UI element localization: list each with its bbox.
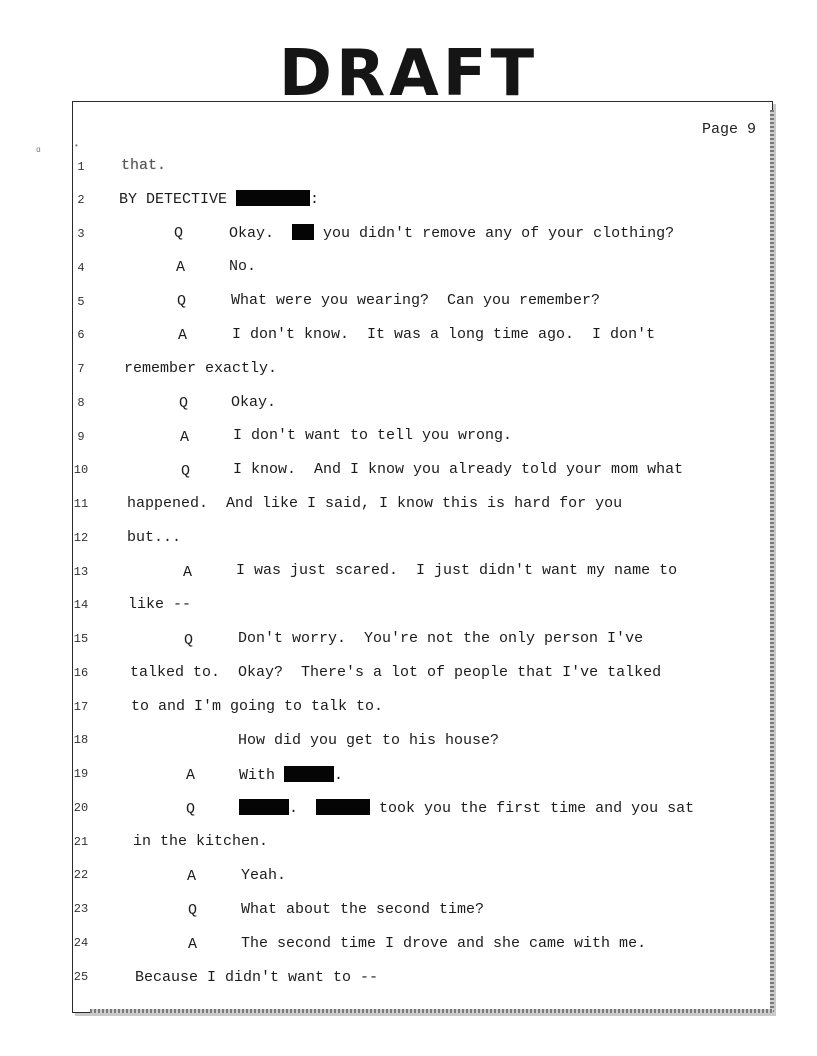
transcript-line: No.: [229, 258, 257, 275]
line-number: 21: [73, 835, 89, 849]
line-text: Okay.: [229, 225, 275, 242]
line-number: 18: [73, 733, 89, 747]
transcript-line: Don't worry. You're not the only person I've: [238, 630, 644, 647]
transcript-line: I was just scared. I just didn't want my name to: [236, 562, 678, 579]
line-number: 11: [73, 497, 89, 511]
line-number: 15: [73, 632, 89, 646]
transcript-line: How did you get to his house?: [238, 732, 500, 749]
examiner-label: BY DETECTIVE: [119, 191, 228, 208]
speaker-q: Q: [174, 225, 184, 242]
redaction-bar: [292, 224, 314, 240]
speaker-q: Q: [184, 632, 194, 649]
speaker-q: Q: [188, 902, 198, 919]
redaction-bar: [236, 190, 310, 206]
line-number: 10: [73, 463, 89, 477]
transcript-line: [229, 224, 674, 242]
speaker-q: Q: [179, 395, 189, 412]
line-number: 24: [73, 936, 89, 950]
transcript-line: in the kitchen.: [133, 833, 269, 850]
transcript-line: Because I didn't want to --: [135, 969, 379, 986]
line-number: 16: [73, 666, 89, 680]
line-number: 4: [77, 261, 85, 275]
transcript-line: I know. And I know you already told your mom what: [233, 461, 684, 478]
line-number: 5: [77, 295, 85, 309]
transcript-line: like --: [128, 596, 192, 613]
redaction-bar: [284, 766, 334, 782]
transcript-line: [119, 190, 319, 208]
line-text: .: [289, 800, 299, 817]
transcript-line: [239, 766, 343, 784]
speaker-a: A: [178, 327, 188, 344]
line-number: 8: [77, 396, 85, 410]
speaker-a: A: [180, 429, 190, 446]
frame-edge-right: [770, 110, 774, 1012]
speaker-q: Q: [181, 463, 191, 480]
line-number: 20: [73, 801, 89, 815]
speaker-a: A: [187, 868, 197, 885]
line-number: 14: [73, 598, 89, 612]
line-number: 9: [77, 430, 85, 444]
line-text: took you the first time and you sat: [379, 800, 695, 817]
line-text: .: [334, 767, 344, 784]
line-number: 23: [73, 902, 89, 916]
line-number: 2: [77, 193, 85, 207]
transcript-line: happened. And like I said, I know this is hard for you: [127, 495, 623, 512]
line-number: 19: [73, 767, 89, 781]
transcript-line: that.: [121, 157, 167, 174]
line-colon: :: [310, 191, 320, 208]
speaker-q: Q: [177, 293, 187, 310]
speaker-a: A: [186, 767, 196, 784]
line-number: 6: [77, 328, 85, 342]
speaker-a: A: [188, 936, 198, 953]
line-number: 1: [77, 160, 85, 174]
transcript-line: The second time I drove and she came with me.: [241, 935, 647, 952]
transcript-line: I don't want to tell you wrong.: [233, 427, 513, 444]
transcript-line: Okay.: [231, 394, 277, 411]
transcript-line: [239, 799, 694, 817]
redaction-bar: [316, 799, 370, 815]
line-number: 7: [77, 362, 85, 376]
speaker-a: A: [183, 564, 193, 581]
frame-edge-bottom: [90, 1009, 773, 1013]
redaction-bar: [239, 799, 289, 815]
line-number: 25: [73, 970, 89, 984]
transcript-line: talked to. Okay? There's a lot of people that I've talked: [130, 664, 662, 681]
line-text: With: [239, 767, 276, 784]
draft-stamp: DRAFT: [278, 37, 539, 111]
line-number: 12: [73, 531, 89, 545]
transcript-line: Yeah.: [241, 867, 287, 884]
line-text: you didn't remove any of your clothing?: [323, 225, 675, 242]
transcript-line: I don't know. It was a long time ago. I don't: [232, 326, 656, 343]
margin-dot: •: [74, 142, 79, 151]
line-number: 13: [73, 565, 89, 579]
margin-mark: ɑ: [36, 146, 41, 155]
line-number: 17: [73, 700, 89, 714]
transcript-line: remember exactly.: [124, 360, 278, 377]
transcript-line: to and I'm going to talk to.: [131, 698, 384, 715]
page-number-label: Page 9: [701, 121, 756, 138]
line-number: 22: [73, 868, 89, 882]
transcript-line: What about the second time?: [241, 901, 485, 918]
speaker-q: Q: [186, 801, 196, 818]
transcript-line: but...: [127, 529, 182, 546]
speaker-a: A: [176, 259, 186, 276]
transcript-line: What were you wearing? Can you remember?: [231, 292, 601, 309]
line-number: 3: [77, 227, 85, 241]
